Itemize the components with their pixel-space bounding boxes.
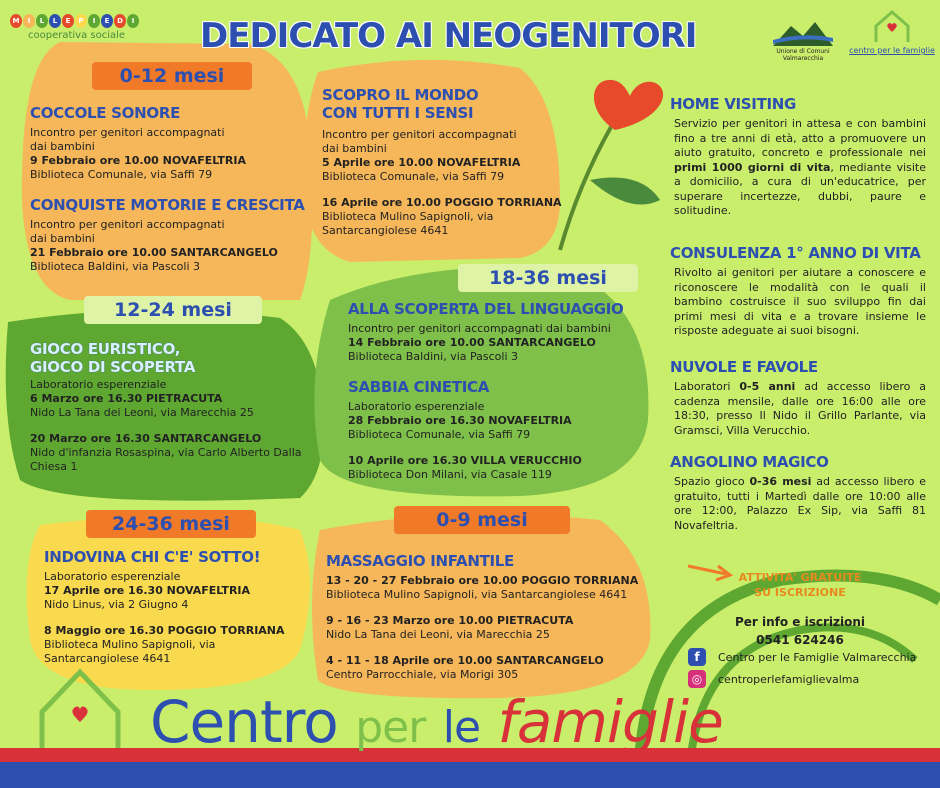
section-title-coccole: COCCOLE SONORE [30, 104, 181, 122]
instagram-row[interactable] [688, 670, 859, 688]
arrow-icon [686, 562, 736, 582]
section-body-indovina: Laboratorio esperenziale 17 Aprile ore 16.30 NOVAFELTRIA Nido Linus, via 2 Giugno 4 8 Maggio ore 16.30 POGGIO TORRIANA Biblioteca Mulino Sapignoli, via Santarcangiolese 4641 [44, 570, 285, 665]
footer-word-centro: Centro [150, 688, 338, 756]
section-title-gioco: GIOCO EURISTICO, GIOCO DI SCOPERTA [30, 340, 196, 376]
age-pill-24-36: 24-36 mesi [86, 510, 256, 538]
section-body-angolino: Spazio gioco 0-36 mesi ad accesso libero e gratuito, tutti i Martedì dalle ore 10:00 alle ore 12:00, Palazzo Ex Sip, via Saffi 81 Novafeltria. [674, 475, 926, 532]
footer-word-famiglie: famiglie [497, 688, 723, 756]
flower-leaf [590, 178, 660, 205]
footer-word-per: per [355, 702, 426, 753]
section-body-scopro: Incontro per genitori accompagnati dai bambini 5 Aprile ore 10.00 NOVAFELTRIA Biblioteca Comunale, via Saffi 79 16 Aprile ore 10.00 POGGIO TORRIANA Biblioteca Mulino Sapignoli, via Santarcangiolese 4641 [322, 128, 562, 237]
section-title-nuvole: NUVOLE E FAVOLE [670, 358, 818, 376]
instagram-icon: ◎ [688, 670, 706, 688]
instagram-link[interactable]: centroperlefamiglievalma [718, 672, 860, 686]
section-body-consulenza: Rivolto ai genitori per aiutare a conoscere e riconoscere le modalità con le quali il bambino costruisce il suo sviluppo fin dai primi mesi di vita e a trovare insieme le risposte adeguate ai suoi bisogni. [674, 266, 926, 337]
heart-flower [594, 80, 663, 130]
mountains-icon [773, 18, 833, 46]
facebook-icon: f [688, 648, 706, 666]
facebook-row[interactable] [688, 648, 916, 666]
section-title-scopro: SCOPRO IL MONDO CON TUTTI I SENSI [322, 86, 479, 122]
age-pill-0-12: 0-12 mesi [92, 62, 252, 90]
section-body-conquiste: Incontro per genitori accompagnati dai bambini 21 Febbraio ore 10.00 SANTARCANGELO Biblioteca Baldini, via Pascoli 3 [30, 218, 278, 273]
unione-comuni-logo [768, 18, 838, 62]
section-title-linguaggio: ALLA SCOPERTA DEL LINGUAGGIO [348, 300, 624, 318]
section-title-massaggio: MASSAGGIO INFANTILE [326, 552, 514, 570]
footer-title [150, 688, 723, 756]
info-contact: Per info e iscrizioni 0541 624246 [734, 615, 866, 647]
section-body-coccole: Incontro per genitori accompagnati dai bambini 9 Febbraio ore 10.00 NOVAFELTRIA Biblioteca Comunale, via Saffi 79 [30, 126, 246, 181]
unione-comuni-text: Unione di Comuni Valmarecchia [776, 48, 830, 62]
section-body-home-visiting: Servizio per genitori in attesa e con bambini fino a tre anni di età, atto a promuovere un aiuto gratuito, concreto e professionale nei primi 1000 giorni di vita, mediante visite a domicilio, a cura di un'educatrice, per superare incertezze, dubbi, paure e solitudine. [674, 117, 926, 217]
facebook-link[interactable]: Centro per le Famiglie Valmarecchia [718, 650, 917, 664]
age-pill-0-9: 0-9 mesi [394, 506, 570, 534]
section-title-indovina: INDOVINA CHI C'E' SOTTO! [44, 548, 261, 566]
section-title-home-visiting: HOME VISITING [670, 95, 797, 113]
age-pill-18-36: 18-36 mesi [458, 264, 638, 292]
section-title-sabbia: SABBIA CINETICA [348, 378, 490, 396]
section-title-angolino: ANGOLINO MAGICO [670, 453, 829, 471]
house-heart [72, 707, 87, 722]
section-body-gioco: Laboratorio esperenziale 6 Marzo ore 16.30 PIETRACUTA Nido La Tana dei Leoni, via Marecchia 25 20 Marzo ore 16.30 SANTARCANGELO Nido d'infanzia Rosaspina, via Carlo Alberto Dalla Chiesa 1 [30, 378, 302, 473]
footer-word-le: le [442, 702, 481, 753]
millepiedi-logo [10, 14, 160, 41]
age-pill-12-24: 12-24 mesi [84, 296, 262, 324]
section-body-linguaggio: Incontro per genitori accompagnati dai bambini 14 Febbraio ore 10.00 SANTARCANGELO Biblioteca Baldini, via Pascoli 3 [348, 322, 611, 363]
free-activities-note: ATTIVITA' GRATUITE SU ISCRIZIONE [738, 571, 862, 599]
millepiedi-subtitle: cooperativa sociale [28, 30, 126, 41]
section-title-conquiste: CONQUISTE MOTORIE E CRESCITA [30, 196, 305, 214]
page-title: DEDICATO AI NEOGENITORI [200, 16, 697, 56]
centro-famiglie-text: centro per le famiglie [849, 46, 935, 55]
section-body-massaggio: 13 - 20 - 27 Febbraio ore 10.00 POGGIO TORRIANA Biblioteca Mulino Sapignoli, via Santarcangiolese 4641 9 - 16 - 23 Marzo ore 10.00 PIETRACUTA Nido La Tana dei Leoni, via Marecchia 25 4 - 11 - 18 Aprile ore 10.00 SANTARCANGELO Centro Parrocchiale, via Morigi 305 [326, 574, 639, 681]
section-body-sabbia: Laboratorio esperenziale 28 Febbraio ore 16.30 NOVAFELTRIA Biblioteca Comunale, via Saffi 79 10 Aprile ore 16.30 VILLA VERUCCHIO Biblioteca Don Milani, via Casale 119 [348, 400, 582, 481]
section-body-nuvole: Laboratori 0-5 anni ad accesso libero a cadenza mensile, dalle ore 16:00 alle ore 18:30, presso Il Nido il Grillo Parlante, via Gramsci, Villa Verucchio. [674, 380, 926, 437]
section-title-consulenza: CONSULENZA 1° ANNO DI VITA [670, 244, 921, 262]
house-icon [872, 10, 912, 44]
millepiedi-word: M I L L E P I E D I [10, 14, 160, 28]
centro-famiglie-logo [848, 10, 936, 55]
